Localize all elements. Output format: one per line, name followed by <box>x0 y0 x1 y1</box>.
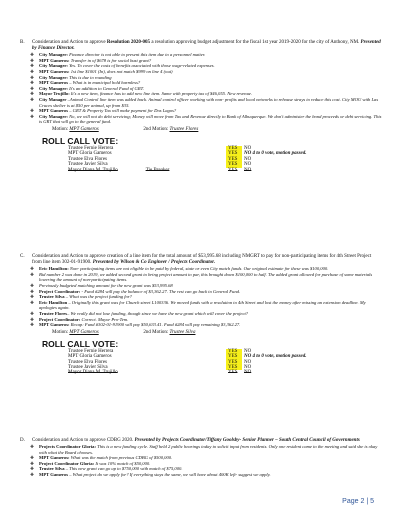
section-intro: Consideration and Action to approve Resolution 2020-005 a resolution approving budget adjustment for the fiscal 1st year 2019-2020 for the city of Anthony, NM. Presented by Finance Director. <box>32 40 381 52</box>
list-item: ❖ City Manager: Yes. To cover the costs of benefits associated with those wage-related expenses. <box>30 63 382 69</box>
roll-call-title: ROLL CALL VOTE: <box>42 338 119 349</box>
table-row: Mayor Diana M. Trujillo Tie Breaker YES NO <box>68 167 252 173</box>
roll-call-title: ROLL CALL VOTE: <box>42 135 119 146</box>
table-row: Trustee Elva Flores YES NO <box>68 156 252 162</box>
motion-value: MPT Gameros <box>69 329 99 335</box>
list-item: ❖ MPT Gameros: Recap: Fund #302-01-91900 will pay $50,633.41. Fund #284 will pay remaining $3,362.27. <box>30 322 382 328</box>
section-d <box>20 438 382 478</box>
roll-call-table <box>66 146 336 173</box>
list-item: ❖ MPT Gameros – GRT & Property Tax will make payment for Dos Lagos? <box>30 108 382 114</box>
list-item: ❖ MPT Gameros – What project do we apply for? If everything stays the same, we will have about 400K left- suggest we apply. <box>30 472 382 478</box>
list-item: ❖ Eric Hamilton: Non- participating items are not eligible to be paid by federal, state or even City match funds. Our original estimate for these was $100,000. <box>30 266 382 272</box>
list-item: ❖ Trustee Flores– We really did not lose funding, though since we have the new grant which will cover the project? <box>30 311 382 317</box>
list-item: ❖ Project Coordinator Gloria: It was 10% match of $50,000. <box>30 461 382 467</box>
table-row: MPT Gloria Gameros YES NO 4 to 0 vote, motion passed. <box>68 151 307 157</box>
list-item: ❖ Trustee Silva – This new grant can go up to $750,000 with match of $75,000. <box>30 466 382 472</box>
table-row: Mayor Diana M. Trujillo YES NO <box>68 370 252 376</box>
list-item: ❖ MPT Gameros – What is in municipal hold harmless? <box>30 80 382 86</box>
motion-value: MPT Gameros <box>69 126 99 132</box>
section-c <box>20 254 382 376</box>
table-row: MPT Gloria Gameros YES NO 4 to 0 vote, motion passed. <box>68 354 307 360</box>
table-row: Trustee Javier Silva YES NO <box>68 162 252 168</box>
motion-line: Motion: MPT Gameros 2nd Motion: Trustee Silva <box>20 329 382 336</box>
section-intro: Consideration and Action to approve creation of a line item for the total amount of $53,995.68 including NMGRT to pay for non-participating items for 4th Street Project from line item 302-01-91900. Presented by Wilson & Co Engineer / Projects Coordinator. <box>32 254 372 266</box>
section-b <box>20 40 382 173</box>
table-row: Trustee Fernie Herrera YES NO <box>68 145 252 151</box>
table-row: Trustee Fernie Herrera YES NO <box>68 348 252 354</box>
list-item: ❖ Projects Coordinator Gloria: This is a new funding cycle. Staff held 2 public hearings today to solicit input from residents. Only one resident came to the meeting and said she is okay with what the Board chooses. <box>30 444 382 455</box>
list-item: ❖ Mayor Trujillo: It's a new item, finance has to add new line item. Same with property tax of $46,055. New revenue. <box>30 91 382 97</box>
second-motion-value: Trustee Flores <box>169 126 199 132</box>
table-row: Trustee Elva Flores YES NO <box>68 359 252 365</box>
list-item: ❖ MPT Gameros: What was the match from previous CDBG of $500,000. <box>30 455 382 461</box>
list-item: ❖ Bid number 2 was done in 2019, we added second grant to bring project amount to par, this brought down $100,000 to half. The added grant allowed for purchase of some materials lowering the amount of non-participating items. <box>30 272 382 283</box>
list-item: ❖ Previously budgeted matching amount for the new grant was $53,995.68 <box>30 283 382 289</box>
table-row: Trustee Javier Silva YES NO <box>68 364 252 370</box>
list-item: ❖ MPT Gameros: 1st line $1001 (In), does not match $999 on line 4 (out) <box>30 69 382 75</box>
list-item: ❖ Project Coordinator: - Fund #284 will pay the balance of $3,362.27. The rest can go back to General Fund. <box>30 289 382 295</box>
list-item: ❖ City Manager: This is due to rounding <box>30 75 382 81</box>
discussion-list <box>20 266 382 328</box>
section-intro: Consideration and Action to approve CDBG 2020. Presented by Projects Coordinator/Tiffany Goolsby- Senior Planner – South Central Council of Governments <box>32 438 360 443</box>
list-item: ❖ Project Coordinator: Correct. Mayor Pro-Tem. <box>30 317 382 323</box>
roll-call-table <box>66 349 336 376</box>
list-item: ❖ Trustee Silva – What was the project funding for? <box>30 294 382 300</box>
list-item: ❖ City Manager: No, we will not do debt servicing; Money will move from Tax and Revenue directly to Bank of Albuquerque. We don't administer the bond proceeds or debt servicing. This is GRT that will go to the general fund. <box>30 114 382 125</box>
list-item: ❖ Eric Hamilton – Originally this grant was for Church street L100336. We moved funds with a resolution to 4th Street and lost the money after missing an extension deadline. My apologies again. <box>30 300 382 311</box>
list-item: ❖ MPT Gameros: Transfer in of $678 is for social bust grant? <box>30 58 382 64</box>
section-letter: B. <box>20 40 25 45</box>
discussion-list <box>20 52 382 125</box>
list-item: ❖ City Manager: It's an addition to General Fund of GRT. <box>30 86 382 92</box>
discussion-list <box>20 444 382 478</box>
second-motion-value: Trustee Silva <box>169 329 196 335</box>
section-letter: C. <box>20 254 25 259</box>
page-footer: Page 2 | 5 <box>342 498 374 505</box>
list-item: ❖ City Manager –Animal Control line item was added back. Animal control officer working with non- profits and local networks to rehouse strays to reduce this cost. City MOU with Las Cruces shelter is at $50 per animal, up from $35. <box>30 97 382 108</box>
list-item: ❖ City Manager: Finance director is not able to present this item due to a personnel matter. <box>30 52 382 58</box>
section-letter: D. <box>20 438 25 443</box>
motion-line: Motion: MPT Gameros 2nd Motion: Trustee Flores <box>20 126 382 133</box>
